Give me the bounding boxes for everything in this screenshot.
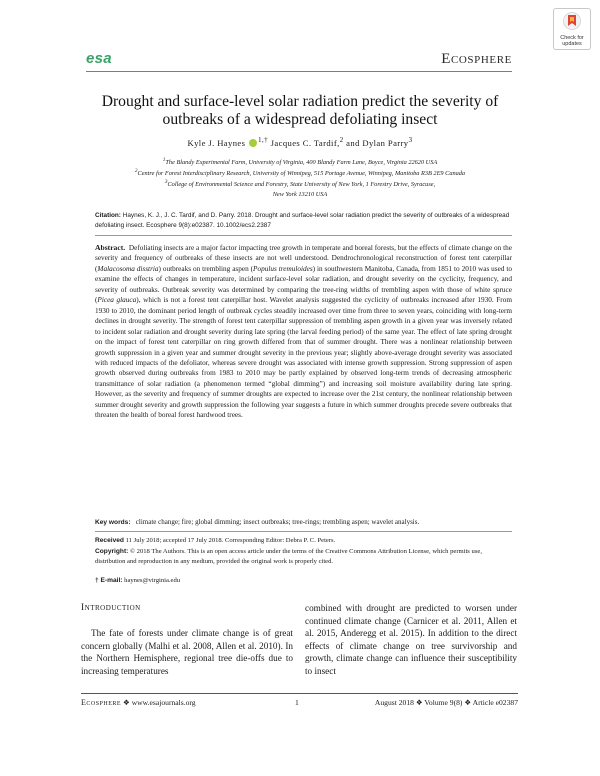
author-3-affil: 3 [408,136,413,144]
footer-divider [81,693,518,694]
footer-url[interactable]: www.esajournals.org [131,698,196,707]
author-2-affil: 2 [339,136,344,144]
citation-label: Citation: [95,212,121,219]
copyright-label: Copyright: [95,548,129,555]
keywords [95,517,512,528]
received-label: Received [95,537,124,544]
footer-date: August 2018 [374,698,414,707]
affiliation-2-text: Centre for Forest Interdisciplinary Research, University of Winnipeg, 515 Portage Avenue, Winnipeg, Manitoba R3B 2E9 Canada [137,170,466,178]
affiliation-3-num: 3 [164,179,168,186]
footer-left [81,698,196,708]
badge-line1: Check for [560,35,584,41]
species-1: Malacosoma disstria [97,264,159,273]
abstract-part-4: ), which is not a forest tent caterpillar host. Wavelet analysis suggested the cyclicity of outbreaks increased after 1930. From 1930 to 2010, the dominant period length of outbreak cycles steadily increased over time from three to seven years, coinciding with long-term declines in drought severity. The strength of forest tent caterpillar suppression of trembling aspen growth in a given year was inversely related to incident solar radiation and drought severity during late spring (the larval feeding period) of the same year. The effect of late spring drought on the impact of forest tent caterpillar on ring growth differed from that of summer drought. There was a nonlinear relationship between growth suppression in a given year and summer drought severity in the previous year; slightly above-average drought severity was associated with reduced impacts of the defoliator, whereas severe drought was associated with intense growth suppression. Strong suppression of aspen growth observed during outbreaks from 1983 to 2010 may be partly explained by observed long-term trends of decreasing atmospheric transmittance of solar radiation (a phenomenon termed “global dimming”) and increasing soil moisture availability during late spring. However, as the severity and frequency of summer droughts are expected to increase over the 21st century, the nonlinear relationship between summer drought severity and growth suppression the following year suggests a future in which summer droughts precede severe outbreaks that threaten the health of boreal forest hardwood trees. [95,296,512,420]
orcid-icon[interactable] [249,139,257,147]
email-address[interactable]: haynes@virginia.edu [124,577,181,584]
footer-article: Article e02387 [472,698,518,707]
copyright-text: © 2018 The Authors. This is an open access article under the terms of the Creative Commons Attribution License, which permits use, distribution and reproduction in any medium, provided the original work is properly cited. [95,548,482,566]
email-info [95,576,512,586]
introduction-text-2: combined with drought are predicted to worsen under continued climate change (Carnicer et al. 2011, Allen et al. 2015, Anderegg et al. 2015). In addition to the direct effects of climate change on tree survivorship and growth, climate change can influence their susceptibility to insect [305,603,517,676]
header-divider [86,71,512,72]
footer-right [375,698,518,708]
species-3: Picea glauca [97,296,137,305]
abstract-part-3: ) in southwestern Manitoba, Canada, from 1851 to 2010 was used to examine the effects of changes in temperature, incident surface-level solar radiation, and drought severity on the cyclicity, frequency, and severity of outbreaks. Outbreak severity was determined by comparing the tree-ring widths of trembling aspen with those of white spruce ( [95,264,512,305]
affiliation-2 [90,167,510,178]
introduction-text-1: The fate of forests under climate change is of great concern globally (Malhi et al. 2008, Allen et al. 2010). In the Northern Hemisphere, regional tree die-offs due to increasing temperatures [81,628,293,676]
citation-text: Haynes, K. J., J. C. Tardif, and D. Parry. 2018. Drought and surface-level solar radiation predict the severity of outbreaks of a widespread defoliating insect. Ecosphere 9(8):e02387. 10.1002/ecs2.2387 [95,212,510,229]
footer-separator-1: ❖ [122,698,130,707]
author-3: Dylan Parry [362,137,409,148]
copyright-info [95,547,512,568]
keywords-label: Key words: [95,519,131,526]
abstract [95,243,512,421]
bookmark-icon [563,12,581,34]
received-info [95,536,512,546]
affiliation-1-num: 1 [162,157,166,163]
citation-divider [95,235,512,236]
citation [95,211,512,231]
keywords-text: climate change; fire; global dimming; insect outbreaks; tree-rings; trembling aspen; wavelet analysis. [135,518,420,526]
introduction-column-2 [305,602,517,677]
author-list [90,134,510,149]
introduction-heading: Introduction [81,603,141,613]
footer-journal: Ecosphere [81,698,122,707]
badge-line2: updates [562,41,582,47]
affiliation-3-text: College of Environmental Science and Forestry, State University of New York, 1 Forestry Drive, Syracuse, New York 13210 USA [167,181,436,198]
author-1-affil: 1,† [257,136,269,144]
abstract-label: Abstract. [95,243,126,252]
affiliation-1 [90,156,510,167]
footer-volume: Volume 9(8) [424,698,463,707]
check-for-updates-badge[interactable] [553,8,591,50]
esa-logo[interactable]: esa [86,50,112,67]
species-2: Populus tremuloides [253,264,313,273]
page-number: 1 [295,698,299,707]
received-text: 11 July 2018; accepted 17 July 2018. Corresponding Editor: Debra P. C. Peters. [125,537,336,544]
footer-separator-2: ❖ [415,698,423,707]
affiliations [90,156,510,199]
author-and: and [346,137,360,148]
author-1: Kyle J. Haynes [187,137,246,148]
affiliation-3 [90,178,510,198]
introduction-column-1 [81,627,293,677]
author-2: Jacques C. Tardif, [270,137,340,148]
email-label: † E-mail: [95,577,123,584]
journal-name: Ecosphere [441,51,512,67]
affiliation-2-num: 2 [134,168,138,175]
article-title: Drought and surface-level solar radiation predict the severity of outbreaks of a widespread defoliating insect [101,93,499,128]
keywords-divider [95,531,512,532]
footer-separator-3: ❖ [464,698,472,707]
abstract-part-1: Defoliating insects are a major factor impacting tree growth in temperate and boreal forests, but the effects of climate change on the severity and frequency of outbreaks of these insects are not well understood. Dendrochronological reconstruction of forest tent caterpillar ( [95,244,512,273]
abstract-part-2: ) outbreaks on trembling aspen ( [158,264,254,273]
affiliation-1-text: The Blandy Experimental Farm, University of Virginia, 400 Blandy Farm Lane, Boyce, Virginia 22620 USA [165,159,438,167]
